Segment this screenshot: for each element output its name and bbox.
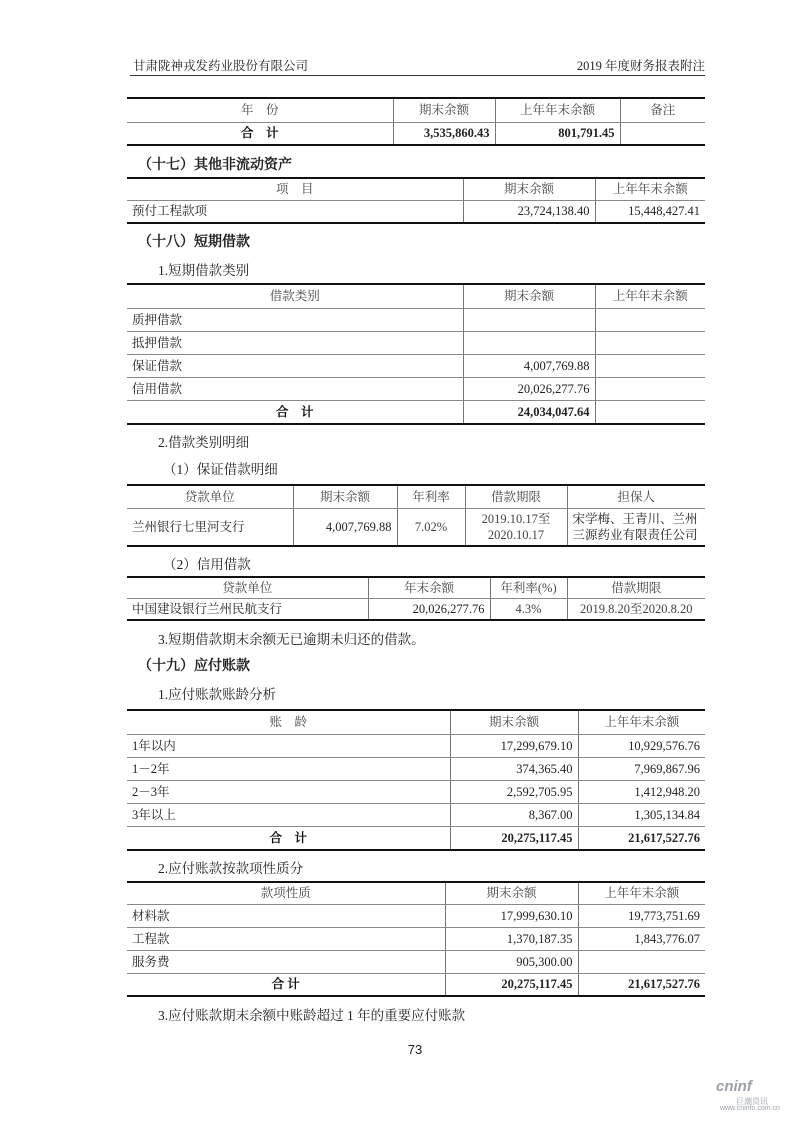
other-noncurrent-table [127, 177, 705, 224]
table-cell [595, 377, 705, 400]
table-cell: 23,724,138.40 [463, 200, 595, 223]
table-cell: 20,275,117.45 [445, 973, 578, 996]
company-name: 甘肃陇神戎发药业股份有限公司 [133, 59, 309, 73]
credit-loans-table [127, 576, 705, 621]
table-cell: 21,617,527.76 [578, 973, 705, 996]
table-cell: 3,535,860.43 [393, 122, 495, 145]
column-header: 担保人 [567, 485, 705, 508]
table-cell: 10,929,576.76 [578, 734, 705, 757]
table-cell: 17,299,679.10 [450, 734, 578, 757]
total-row [127, 973, 705, 996]
table-row [127, 508, 705, 546]
table-cell: 8,367.00 [450, 803, 578, 826]
column-header: 期末余额 [463, 284, 595, 308]
table-header-row [127, 882, 705, 904]
short-loan-types-table [127, 283, 705, 425]
table-cell: 21,617,527.76 [578, 826, 705, 850]
guarantee-loans-table [127, 484, 705, 547]
table-cell: 374,365.40 [450, 757, 578, 780]
table-row [127, 803, 705, 826]
table-row [127, 598, 705, 620]
table-row [127, 734, 705, 757]
column-header: 备注 [620, 98, 705, 122]
table-cell: 3年以上 [127, 803, 450, 826]
table-cell [595, 400, 705, 424]
table-cell: 宋学梅、王青川、兰州三源药业有限责任公司 [567, 508, 705, 546]
table-header-row [127, 98, 705, 122]
table-cell [595, 354, 705, 377]
table-cell: 工程款 [127, 927, 445, 950]
table-cell: 中国建设银行兰州民航支行 [127, 598, 368, 620]
section-18-title: （十八）短期借款 [138, 235, 250, 250]
table-cell: 1,843,776.07 [578, 927, 705, 950]
table-cell: 2019.8.20至2020.8.20 [567, 598, 705, 620]
table-row [127, 780, 705, 803]
cninfo-logo [716, 1078, 786, 1112]
table-cell: 15,448,427.41 [595, 200, 705, 223]
table-cell: 合 计 [127, 973, 445, 996]
column-header: 年末余额 [368, 577, 490, 598]
column-header: 借款期限 [465, 485, 567, 508]
column-header: 贷款单位 [127, 485, 293, 508]
section-18-3-text: 3.短期借款期末余额无已逾期未归还的借款。 [158, 632, 425, 647]
section-18-2-title: 2.借款类别明细 [158, 435, 250, 450]
logo-subtext: 巨潮资讯 [736, 1097, 768, 1106]
table-cell: 预付工程款项 [127, 200, 463, 223]
table-row [127, 757, 705, 780]
column-header: 年 份 [127, 98, 393, 122]
total-row [127, 826, 705, 850]
table-header-row [127, 284, 705, 308]
table-header-row [127, 577, 705, 598]
column-header: 年利率 [397, 485, 465, 508]
table-row [127, 927, 705, 950]
table-header-row [127, 485, 705, 508]
section-18-1-title: 1.短期借款类别 [158, 263, 250, 278]
table-cell: 合 计 [127, 400, 463, 424]
table-header-row [127, 710, 705, 734]
table-cell: 抵押借款 [127, 331, 463, 354]
table-row [127, 950, 705, 973]
section-18-2-1-title: （1）保证借款明细 [163, 462, 278, 477]
section-18-2-2-title: （2）信用借款 [163, 557, 251, 572]
payable-nature-table [127, 881, 705, 997]
table-row [127, 308, 705, 331]
table-cell: 17,999,630.10 [445, 904, 578, 927]
table-cell: 24,034,047.64 [463, 400, 595, 424]
table-cell: 801,791.45 [495, 122, 620, 145]
column-header: 上年年末余额 [495, 98, 620, 122]
section-19-3-text: 3.应付账款期末余额中账龄超过 1 年的重要应付账款 [158, 1008, 466, 1023]
table-cell: 7.02% [397, 508, 465, 546]
table-row [127, 377, 705, 400]
section-17-title: （十七）其他非流动资产 [138, 158, 292, 173]
table-cell: 合 计 [127, 826, 450, 850]
table-cell: 19,773,751.69 [578, 904, 705, 927]
table-cell: 合 计 [127, 122, 393, 145]
total-row [127, 122, 705, 145]
table-row [127, 200, 705, 223]
table-cell: 4,007,769.88 [463, 354, 595, 377]
table-cell: 材料款 [127, 904, 445, 927]
table-cell: 20,026,277.76 [463, 377, 595, 400]
column-header: 借款类别 [127, 284, 463, 308]
table-cell: 1,305,134.84 [578, 803, 705, 826]
prev-table [127, 97, 705, 146]
section-19-1-title: 1.应付账款账龄分析 [158, 687, 277, 702]
section-19-2-title: 2.应付账款按款项性质分 [158, 861, 304, 876]
table-cell: 服务费 [127, 950, 445, 973]
table-row [127, 354, 705, 377]
column-header: 期末余额 [450, 710, 578, 734]
total-row [127, 400, 705, 424]
column-header: 期末余额 [463, 178, 595, 200]
payable-aging-table [127, 709, 705, 851]
table-cell: 4,007,769.88 [293, 508, 397, 546]
header-divider [130, 75, 705, 76]
column-header: 账 龄 [127, 710, 450, 734]
column-header: 项 目 [127, 178, 463, 200]
table-cell: 兰州银行七里河支行 [127, 508, 293, 546]
table-cell: 2,592,705.95 [450, 780, 578, 803]
table-cell: 4.3% [490, 598, 567, 620]
table-row [127, 904, 705, 927]
table-header-row [127, 178, 705, 200]
table-cell: 信用借款 [127, 377, 463, 400]
table-cell: 1,412,948.20 [578, 780, 705, 803]
table-cell: 2－3年 [127, 780, 450, 803]
column-header: 年利率(%) [490, 577, 567, 598]
page-number: 73 [407, 1042, 423, 1057]
column-header: 上年年末余额 [578, 882, 705, 904]
column-header: 上年年末余额 [595, 284, 705, 308]
section-19-title: （十九）应付账款 [138, 659, 250, 674]
table-cell: 1－2年 [127, 757, 450, 780]
table-cell: 2019.10.17至 2020.10.17 [465, 508, 567, 546]
table-cell: 1,370,187.35 [445, 927, 578, 950]
table-cell [595, 308, 705, 331]
column-header: 借款期限 [567, 577, 705, 598]
column-header: 款项性质 [127, 882, 445, 904]
column-header: 期末余额 [445, 882, 578, 904]
table-cell: 905,300.00 [445, 950, 578, 973]
column-header: 期末余额 [293, 485, 397, 508]
column-header: 期末余额 [393, 98, 495, 122]
table-cell [620, 122, 705, 145]
table-cell: 保证借款 [127, 354, 463, 377]
logo-url: www.cninfo.com.cn [720, 1105, 780, 1112]
column-header: 上年年末余额 [578, 710, 705, 734]
table-cell: 7,969,867.96 [578, 757, 705, 780]
report-title: 2019 年度财务报表附注 [576, 59, 705, 73]
table-cell: 20,275,117.45 [450, 826, 578, 850]
table-cell [463, 331, 595, 354]
table-cell [578, 950, 705, 973]
table-cell: 1年以内 [127, 734, 450, 757]
table-cell [595, 331, 705, 354]
table-row [127, 331, 705, 354]
table-cell: 20,026,277.76 [368, 598, 490, 620]
column-header: 上年年末余额 [595, 178, 705, 200]
column-header: 贷款单位 [127, 577, 368, 598]
table-cell: 质押借款 [127, 308, 463, 331]
table-cell [463, 308, 595, 331]
logo-text: cninf [716, 1078, 752, 1095]
